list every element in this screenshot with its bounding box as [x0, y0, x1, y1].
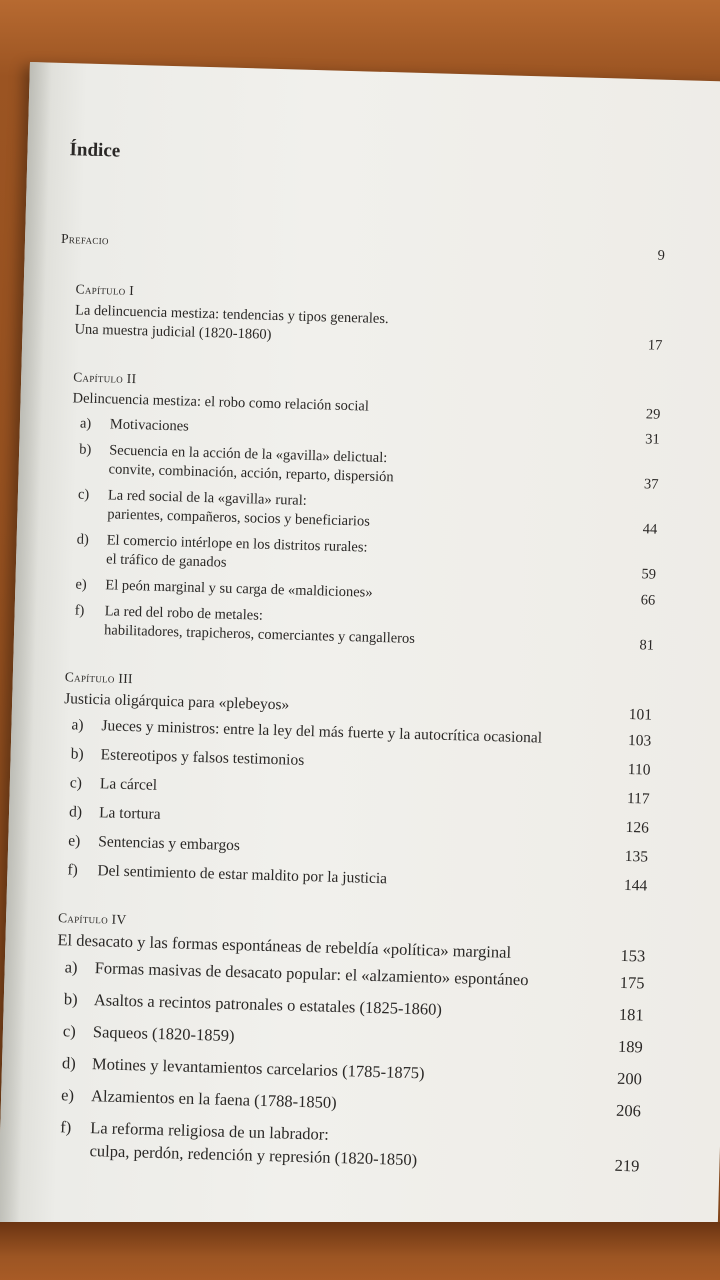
section-page: 31: [644, 431, 660, 448]
section-page: 135: [624, 847, 649, 866]
section-letter: e): [68, 832, 81, 850]
section-letter: a): [64, 957, 78, 977]
chapter-page: 17: [647, 337, 663, 354]
chapter-title-line: Justicia oligárquica para «plebeyos»: [63, 690, 290, 714]
section-letter: a): [79, 415, 92, 432]
chapter-page: 101: [628, 705, 653, 724]
page-title: Índice: [69, 139, 121, 162]
section-entry: [44, 601, 685, 657]
section-letter: f): [60, 1117, 72, 1137]
section-page: 66: [640, 592, 656, 609]
table-of-contents: [29, 139, 698, 1187]
chapter-title-line: El desacato y las formas espontáneas de rebeldía «política» marginal: [57, 930, 512, 962]
chapter-label: Capítulo II: [73, 369, 137, 387]
section-page: 189: [617, 1036, 644, 1057]
book-page: [0, 62, 720, 1252]
section-letter: d): [68, 803, 83, 821]
section-letter: c): [69, 774, 83, 792]
table-edge: [0, 1222, 720, 1280]
section-letter: b): [63, 989, 78, 1009]
prefacio-page: 9: [657, 247, 666, 264]
section-title-line: convite, combinación, acción, reparto, dispersión: [108, 461, 394, 486]
section-page: 59: [641, 566, 657, 583]
section-letter: e): [75, 576, 87, 593]
section-title-line: La tortura: [98, 804, 161, 823]
chapter-title-line: Delincuencia mestiza: el robo como relación social: [72, 390, 370, 415]
chapter-label: Capítulo III: [64, 669, 134, 687]
section-page: 103: [627, 731, 652, 750]
section-title-line: La red social de la «gavilla» rural:: [107, 487, 307, 509]
section-page: 126: [625, 818, 650, 837]
chapter-page: 29: [645, 406, 661, 423]
chapter-label: Capítulo I: [75, 281, 135, 298]
section-letter: f): [74, 602, 85, 619]
chapter-label: Capítulo IV: [57, 910, 127, 928]
section-title-line: Jueces y ministros: entre la ley del más fuerte y la autocrítica ocasional: [101, 717, 543, 747]
section-title-line: Motines y levantamientos carcelarios (1785-1875): [91, 1054, 425, 1083]
section-title-line: Formas masivas de desacato popular: el «alzamiento» espontáneo: [94, 958, 529, 990]
section-letter: a): [71, 716, 84, 734]
section-page: 44: [642, 521, 658, 538]
section-letter: c): [77, 486, 90, 503]
section-title-line: Asaltos a recintos patronales o estatales (1825-1860): [93, 990, 443, 1019]
section-title-line: Alzamientos en la faena (1788-1850): [90, 1086, 337, 1112]
section-page: 144: [623, 876, 648, 895]
section-title-line: El comercio intérlope en los distritos rurales:: [106, 532, 368, 556]
section-title-line: Saqueos (1820-1859): [92, 1022, 235, 1046]
section-page: 110: [627, 760, 651, 779]
section-title-line: Secuencia en la acción de la «gavilla» delictual:: [108, 442, 388, 467]
chapter-title-line: La delincuencia mestiza: tendencias y tipos generales.: [74, 302, 389, 328]
section-title-line: parientes, compañeros, socios y beneficiarios: [107, 506, 371, 530]
chapter-3: [37, 665, 683, 898]
prefacio-label: Prefacio: [60, 230, 110, 248]
section-letter: c): [62, 1021, 77, 1041]
chapter-title-line: Una muestra judicial (1820-1860): [74, 321, 272, 343]
section-title-line: El peón marginal y su carga de «maldiciones»: [105, 577, 373, 601]
section-letter: b): [70, 745, 84, 763]
section-title-line: Sentencias y embargos: [98, 833, 241, 855]
section-page: 37: [643, 476, 659, 493]
section-letter: e): [60, 1085, 75, 1105]
section-page: 181: [618, 1004, 644, 1025]
section-page: 200: [616, 1068, 643, 1089]
section-title-line: La cárcel: [99, 775, 158, 794]
section-letter: d): [76, 531, 89, 548]
section-page: 117: [626, 789, 650, 808]
section-page: 206: [615, 1100, 642, 1121]
section-title-line: Motivaciones: [109, 416, 190, 435]
chapter-1: [52, 277, 693, 357]
section-title-line: culpa, perdón, redención y represión (1820-1850): [89, 1141, 418, 1170]
chapter-4: [29, 906, 676, 1179]
section-page: 219: [614, 1155, 640, 1176]
section-entry: [29, 1114, 670, 1178]
prefacio-entry: [55, 227, 695, 269]
section-title-line: Del sentimiento de estar maldito por la justicia: [97, 862, 388, 888]
section-title-line: el tráfico de ganados: [105, 551, 227, 571]
section-title-line: La red del robo de metales:: [104, 603, 264, 624]
section-page: 81: [639, 637, 655, 654]
section-letter: b): [78, 441, 92, 458]
section-title-line: habilitadores, trapicheros, comerciantes y cangalleros: [103, 622, 416, 647]
section-title-line: Estereotipos y falsos testimonios: [100, 746, 305, 769]
section-title-line: La reforma religiosa de un labrador:: [90, 1118, 330, 1144]
section-letter: d): [61, 1053, 77, 1073]
section-letter: f): [67, 861, 79, 879]
chapter-2: [44, 365, 691, 657]
section-page: 175: [619, 972, 645, 993]
chapter-page: 153: [620, 945, 646, 966]
